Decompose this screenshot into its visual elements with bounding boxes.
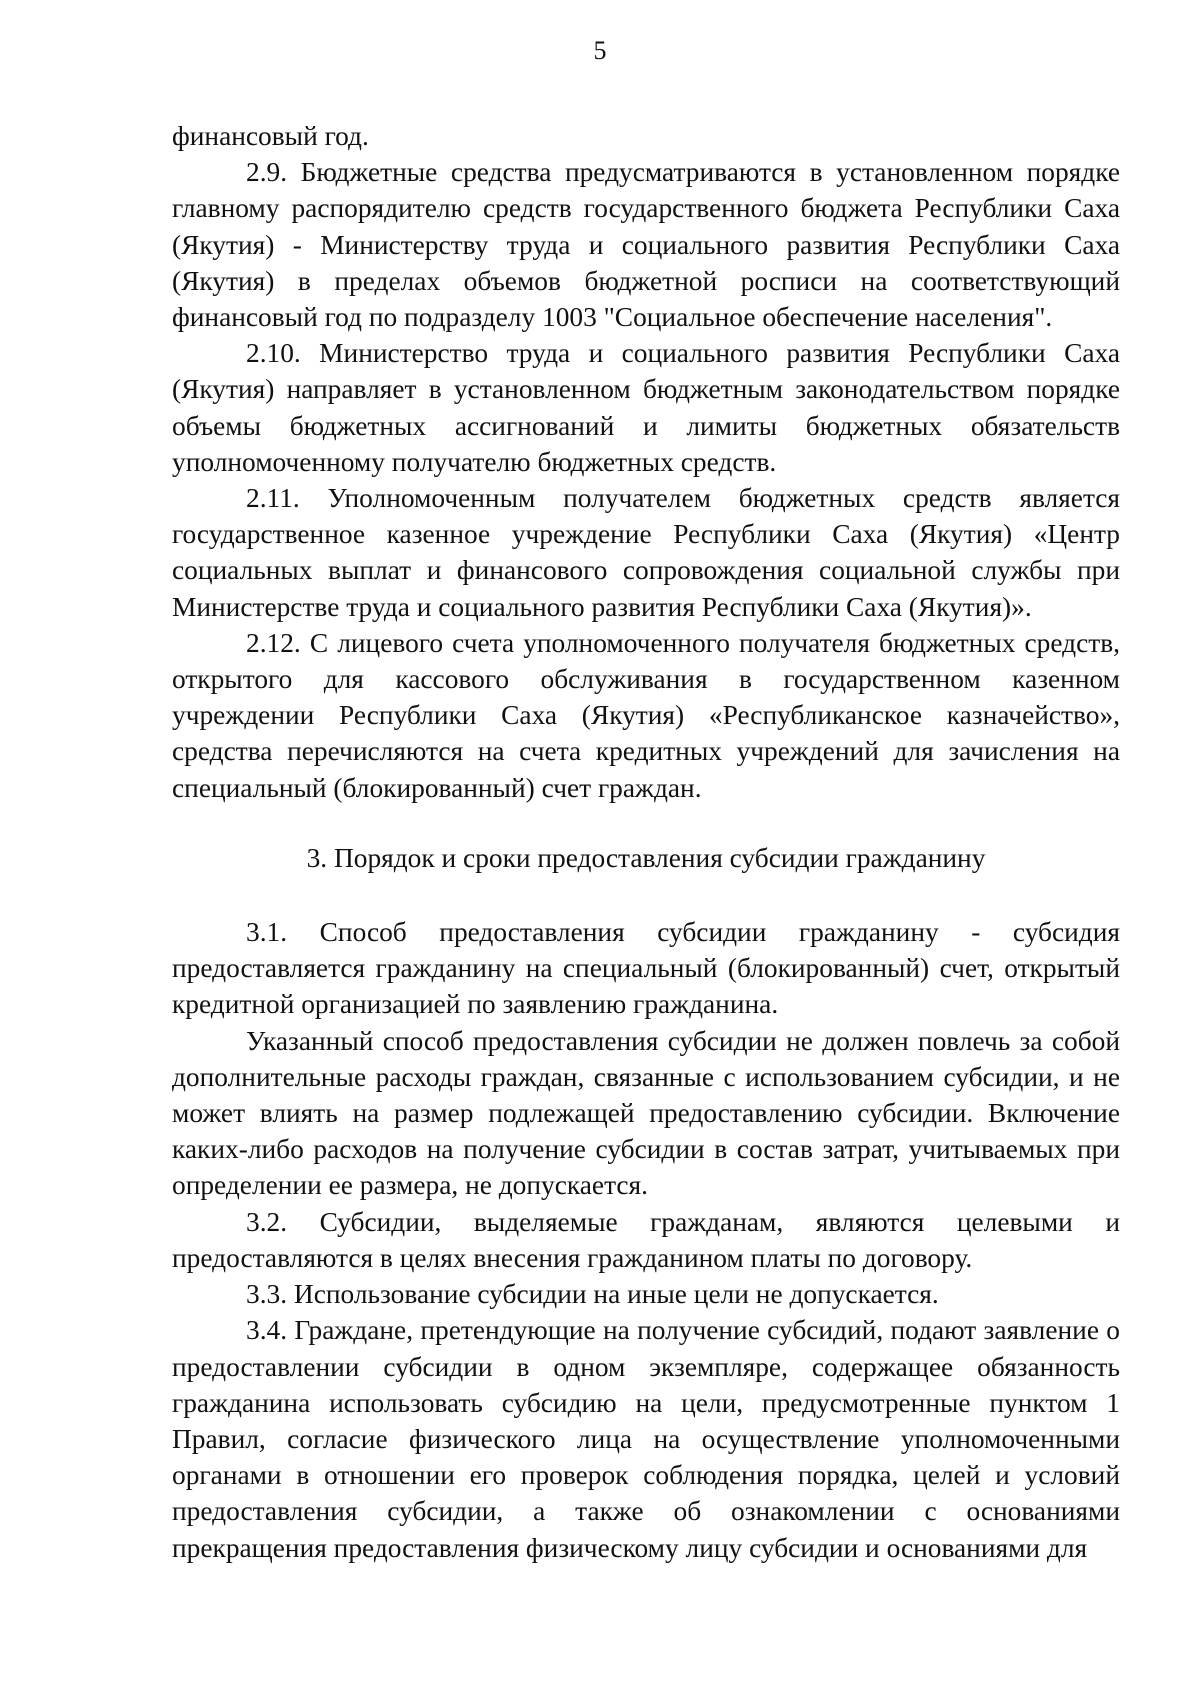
- document-body: [172, 118, 1120, 1566]
- paragraph-2-12: 2.12. С лицевого счета уполномоченного получателя бюджетных средств, открытого для кассового обслуживания в государственном казенном учреждении Республики Саха (Якутия) «Республиканское казначейство», средства перечисляются на счета кредитных учреждений для зачисления на специальный (блокированный) счет граждан.: [172, 627, 1120, 803]
- paragraph-2-9: 2.9. Бюджетные средства предусматриваются в установленном порядке главному распорядителю средств государственного бюджета Республики Саха (Якутия) - Министерству труда и социального развития Республики Саха (Якутия) в пределах объемов бюджетной росписи на соответствующий финансовый год по подразделу 1003 "Социальное обеспечение населения".: [172, 157, 1120, 333]
- paragraph-2-10: 2.10. Министерство труда и социального развития Республики Саха (Якутия) направляет в установленном бюджетным законодательством порядке объемы бюджетных ассигнований и лимиты бюджетных обязательств уполномоченному получателю бюджетных средств.: [172, 338, 1120, 477]
- page-number: 5: [593, 36, 607, 65]
- paragraph-continuation: финансовый год.: [172, 121, 369, 151]
- paragraph-3-3: 3.3. Использование субсидии на иные цели не допускается.: [246, 1279, 939, 1310]
- paragraph-3-1: 3.1. Способ предоставления субсидии гражданину - субсидия предоставляется гражданину на специальный (блокированный) счет, открытый кредитной организацией по заявлению гражданина.: [172, 917, 1120, 1020]
- paragraph-3-4: 3.4. Граждане, претендующие на получение субсидий, подают заявление о предоставлении субсидии в одном экземпляре, содержащее обязанность гражданина использовать субсидию на цели, предусмотренные пунктом 1 Правил, согласие физического лица на осуществление уполномоченными органами в отношении его проверок соблюдения порядка, целей и условий предоставления субсидии, а также об ознакомлении с основаниями прекращения предоставления физическому лицу субсидии и основаниями для: [172, 1315, 1120, 1563]
- paragraph-2-11: 2.11. Уполномоченным получателем бюджетных средств является государственное казенное учреждение Республики Саха (Якутия) «Центр социальных выплат и финансового сопровождения социальной службы при Министерстве труда и социального развития Республики Саха (Якутия)».: [172, 483, 1120, 622]
- section-title: 3. Порядок и сроки предоставления субсидии гражданину: [306, 842, 986, 873]
- paragraph-3-2: 3.2. Субсидии, выделяемые гражданам, являются целевыми и предоставляются в целях внесения гражданином платы по договору.: [172, 1206, 1120, 1273]
- paragraph-3-1-note: Указанный способ предоставления субсидии не должен повлечь за собой дополнительные расходы граждан, связанные с использованием субсидии, и не может влиять на размер подлежащей предоставлению субсидии. Включение каких-либо расходов на получение субсидии в состав затрат, учитываемых при определении ее размера, не допускается.: [172, 1025, 1120, 1201]
